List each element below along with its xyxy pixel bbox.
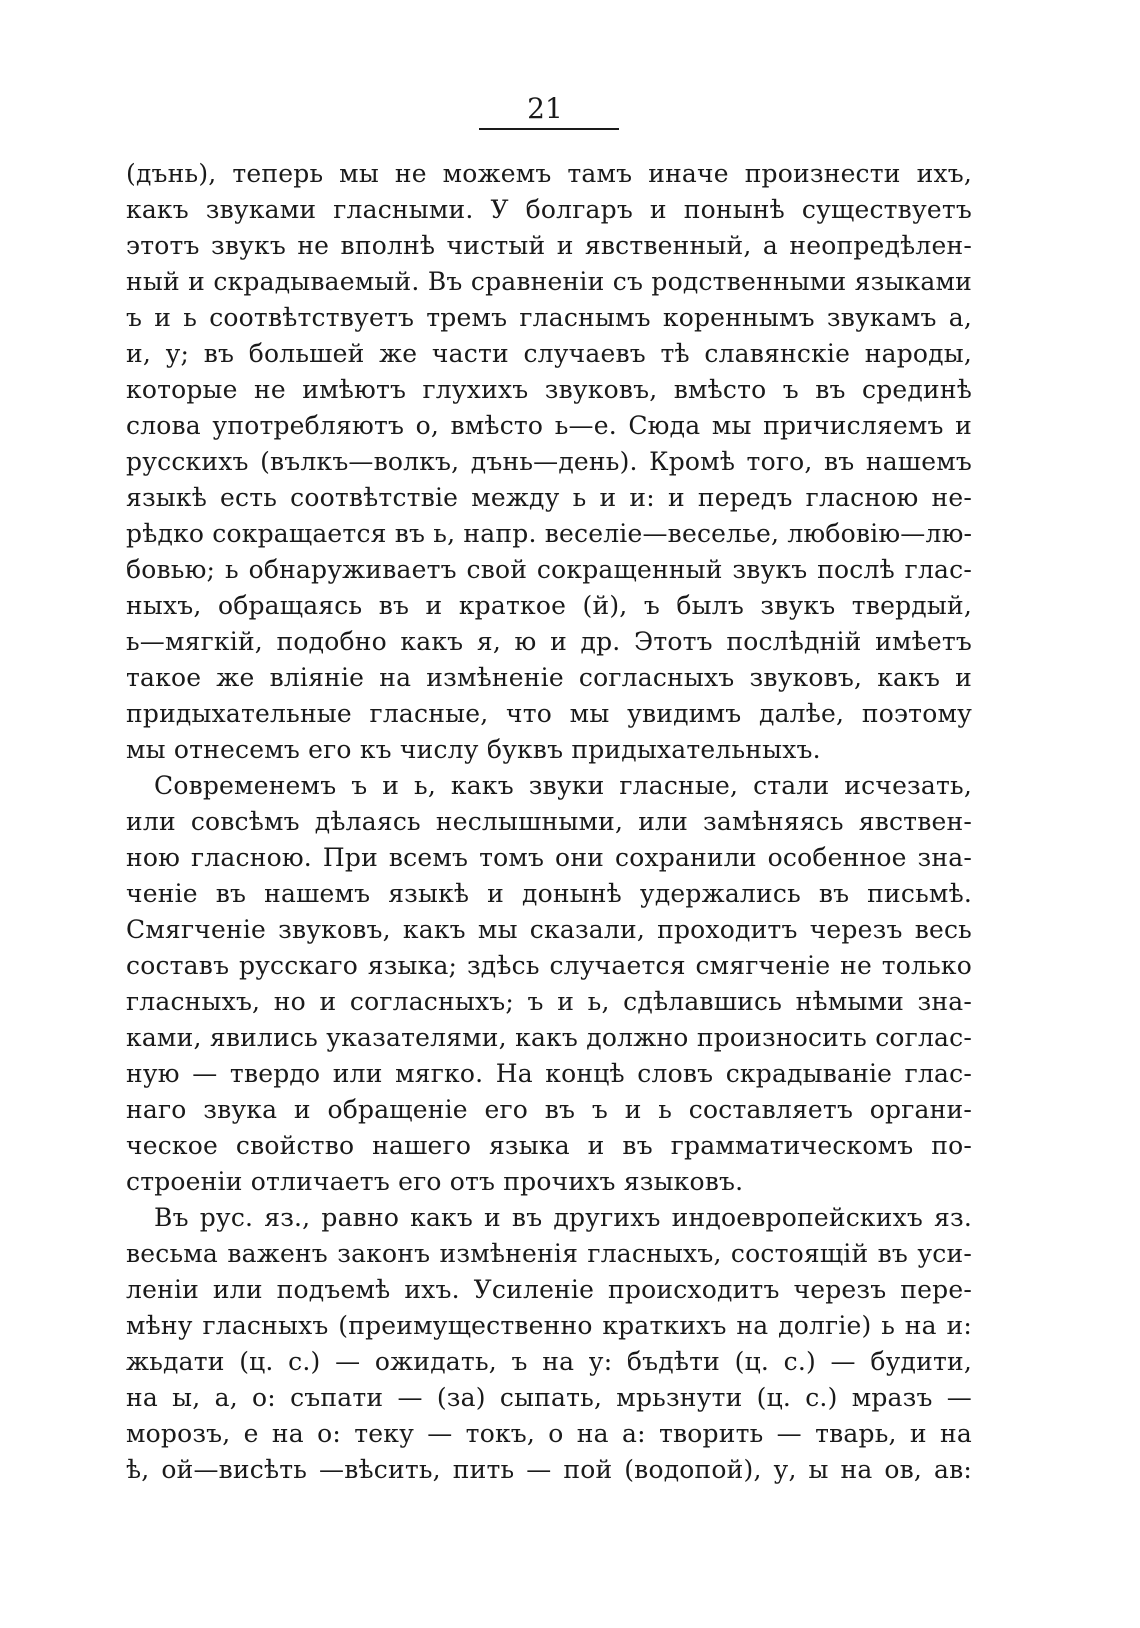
text-line: ческое свойство нашего языка и въ грамматическомъ по- — [126, 1131, 972, 1160]
text-line: или совсѣмъ дѣлаясь неслышными, или замѣняясь явствен- — [126, 807, 972, 836]
text-line: языкѣ есть соотвѣтствіе между ь и и: и передъ гласною не- — [126, 483, 972, 512]
paragraph-2 — [126, 768, 972, 1200]
text-line: ною гласною. При всемъ томъ они сохранили особенное зна- — [126, 843, 972, 872]
text-line: ками, явились указателями, какъ должно произносить соглас- — [126, 1023, 972, 1052]
text-line: наго звука и обращеніе его въ ъ и ь составляетъ органи- — [126, 1095, 972, 1124]
text-line: и, у; въ большей же части случаевъ тѣ славянскіе народы, — [126, 339, 972, 368]
page-number-rule — [479, 128, 619, 130]
text-line: ную — твердо или мягко. На концѣ словъ скрадываніе глас- — [126, 1059, 972, 1088]
text-line: строеніи отличаетъ его отъ прочихъ языковъ. — [126, 1167, 744, 1196]
text-line: придыхательные гласные, что мы увидимъ далѣе, поэтому — [126, 699, 972, 728]
text-line: этотъ звукъ не вполнѣ чистый и явственный, а неопредѣлен- — [126, 231, 972, 260]
text-line: весьма важенъ законъ измѣненія гласныхъ, состоящій въ уси- — [126, 1239, 972, 1268]
text-line: рѣдко сокращается въ ь, напр. веселіе—веселье, любовію—лю- — [126, 519, 973, 548]
text-line: (дънь), теперь мы не можемъ тамъ иначе произнести ихъ, — [126, 159, 972, 188]
text-line: слова употребляютъ о, вмѣсто ь—е. Сюда мы причисляемъ и — [126, 411, 972, 440]
text-line: гласныхъ, но и согласныхъ; ъ и ь, сдѣлавшись нѣмыми зна- — [126, 987, 972, 1016]
text-line: морозъ, е на о: теку — токъ, о на а: творить — тварь, и на — [126, 1419, 972, 1448]
paragraph-1 — [126, 156, 972, 768]
text-line: ныхъ, обращаясь въ и краткое (й), ъ былъ звукъ твердый, — [126, 591, 972, 620]
page-number: 21 — [527, 92, 563, 125]
text-line: ъ и ь соотвѣтствуетъ тремъ гласнымъ кореннымъ звукамъ а, — [126, 303, 972, 332]
body-text — [126, 156, 972, 1488]
text-line: леніи или подъемѣ ихъ. Усиленіе происходитъ черезъ пере- — [126, 1275, 972, 1304]
text-line: такое же вліяніе на измѣненіе согласныхъ звуковъ, какъ и — [126, 663, 972, 692]
text-line: бовью; ь обнаруживаетъ свой сокращенный звукъ послѣ глас- — [126, 555, 972, 584]
paragraph-3 — [126, 1200, 972, 1488]
text-line: которые не имѣютъ глухихъ звуковъ, вмѣсто ъ въ срединѣ — [126, 375, 972, 404]
text-line: ѣ, ой—висѣть —вѣсить, пить — пой (водопой), у, ы на ов, ав: — [126, 1455, 972, 1484]
text-line: какъ звуками гласными. У болгаръ и понынѣ существуетъ — [126, 195, 972, 224]
text-line: мы отнесемъ его къ числу буквъ придыхательныхъ. — [126, 735, 821, 764]
text-line: ный и скрадываемый. Въ сравненіи съ родственными языками — [126, 267, 972, 296]
text-line: ь—мягкій, подобно какъ я, ю и др. Этотъ послѣдній имѣетъ — [126, 627, 972, 656]
text-line: на ы, а, о: съпати — (за) сыпать, мрьзнути (ц. с.) мразъ — — [126, 1383, 972, 1412]
text-line: мѣну гласныхъ (преимущественно краткихъ на долгіе) ь на и: — [126, 1311, 972, 1340]
text-line: ченіе въ нашемъ языкѣ и донынѣ удержались въ письмѣ. — [126, 879, 972, 908]
text-line: жьдати (ц. с.) — ожидать, ъ на у: бъдѣти (ц. с.) — будити, — [126, 1347, 972, 1376]
text-line: Въ рус. яз., равно какъ и въ другихъ индоевропейскихъ яз. — [154, 1203, 972, 1232]
text-line: составъ русскаго языка; здѣсь случается смягченіе не только — [126, 951, 972, 980]
text-line: русскихъ (вълкъ—волкъ, дънь—день). Кромѣ того, въ нашемъ — [126, 447, 972, 476]
text-line: Современемъ ъ и ь, какъ звуки гласные, стали исчезать, — [154, 771, 972, 800]
text-line: Смягченіе звуковъ, какъ мы сказали, проходитъ черезъ весь — [126, 915, 972, 944]
